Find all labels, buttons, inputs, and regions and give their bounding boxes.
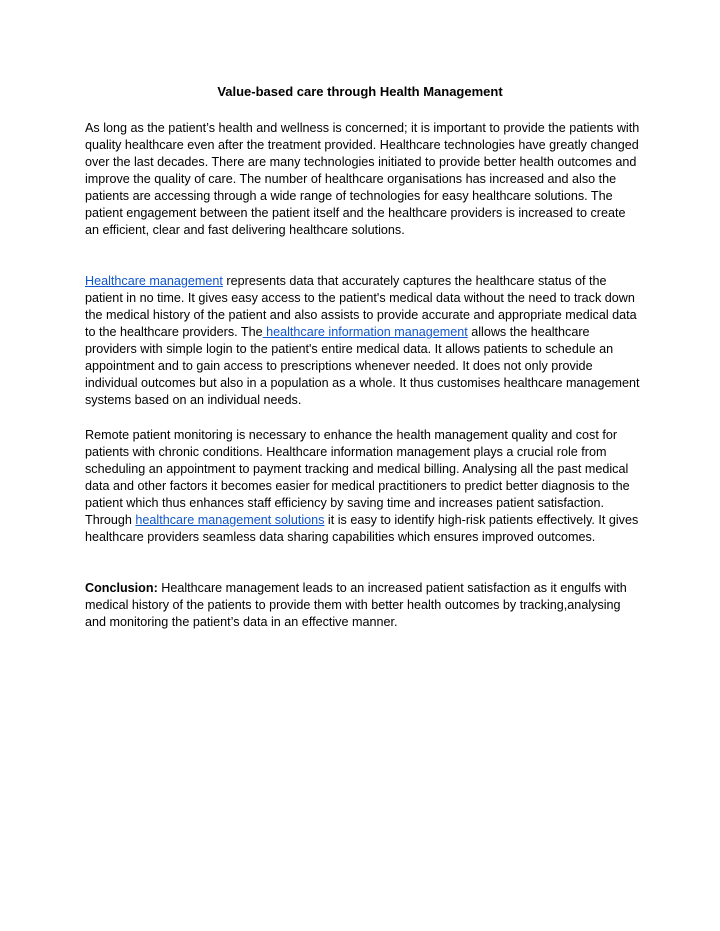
conclusion-label: Conclusion:: [85, 581, 158, 595]
paragraph-conclusion: [85, 580, 641, 631]
healthcare-information-management-link[interactable]: healthcare information management: [262, 325, 468, 339]
document-title: Value-based care through Health Management: [217, 84, 503, 99]
healthcare-management-solutions-link[interactable]: healthcare management solutions: [135, 513, 325, 527]
paragraph-healthcare-management: [85, 273, 641, 409]
paragraph-text: it is easy to identify high-risk patients effectively. It gives healthcare providers seamless data sharing capabilities which ensures improved outcomes.: [85, 513, 639, 544]
paragraph-text: Healthcare management leads to an increased patient satisfaction as it engulfs with medical history of the patients to provide them with better health outcomes by tracking,analysing and monitoring the patient’s data in an effective manner.: [85, 581, 627, 629]
paragraph-text: allows the healthcare providers with simple login to the patient's entire medical data. It allows patients to schedule an appointment and to gain access to prescriptions whenever needed. It does not only provide individual outcomes but also in a population as a whole. It thus customises healthcare management systems based on an individual needs.: [85, 325, 640, 407]
paragraph-remote-monitoring: [85, 427, 641, 546]
healthcare-management-link[interactable]: Healthcare management: [85, 274, 223, 288]
paragraph-intro: As long as the patient’s health and wellness is concerned; it is important to provide the patients with quality healthcare even after the treatment provided. Healthcare technologies have greatly changed over the last decades. There are many technologies initiated to provide better health outcomes and improve the quality of care. The number of healthcare organisations has increased and also the patients are accessing through a wide range of technologies for easy healthcare solutions. The patient engagement between the patient itself and the healthcare providers is increased to create an efficient, clear and fast delivering healthcare solutions.: [85, 121, 640, 237]
paragraph-text: represents data that accurately captures the healthcare status of the patient in no time. It gives easy access to the patient's medical data without the need to track down the medical history of the patient and also assists to provide accurate and appropriate medical data to the healthcare providers. The: [85, 274, 637, 339]
paragraph-text: Remote patient monitoring is necessary to enhance the health management quality and cost for patients with chronic conditions. Healthcare information management plays a crucial role from scheduling an appointment to payment tracking and medical billing. Analysing all the past medical data and other factors it becomes easier for medical practitioners to predict better diagnosis to the patient which thus enhances staff efficiency by saving time and increases patient satisfaction. Through: [85, 428, 630, 527]
